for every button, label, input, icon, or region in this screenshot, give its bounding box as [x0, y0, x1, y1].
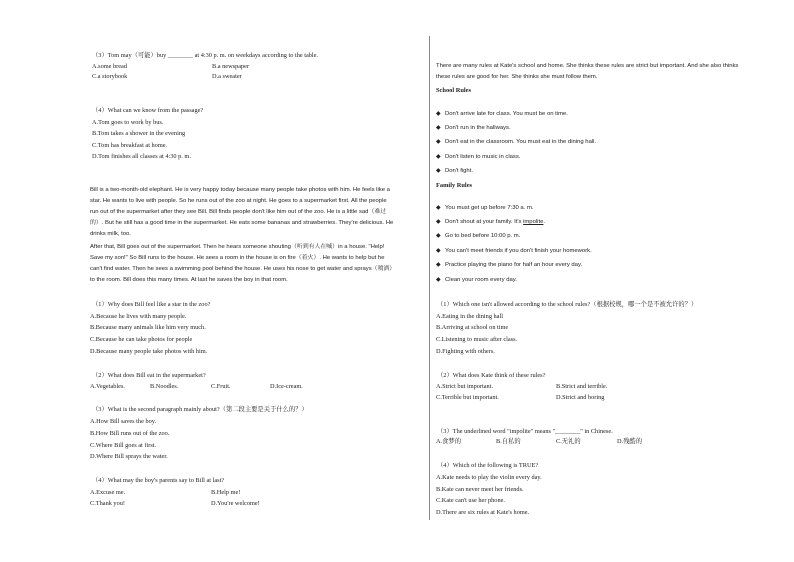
school-rule: ◆ Don't eat in the classroom. You must eat in the dining hall. [436, 139, 597, 145]
c1-option-b[interactable]: B.Arriving at school on time [436, 324, 509, 331]
q4-option-b[interactable]: B.Tom takes a shower in the evening [92, 130, 186, 137]
passage-line: star. He wants to live with people. So he runs out of the zoo at night. He goes to a supermarket first. All the people [90, 198, 387, 204]
c3-stem: （3）The underlined word "impolite" means "________" in Chinese. [437, 428, 613, 435]
c2-option-a[interactable]: A.Strict but important. [436, 383, 494, 390]
c3-option-d[interactable]: D.残酷的 [617, 438, 643, 445]
b1-option-b[interactable]: B.Because many animals like him very much. [90, 324, 206, 331]
school-rule: ◆ Don't run in the hallways. [436, 125, 511, 131]
diamond-bullet-icon: ◆ [436, 219, 441, 225]
family-rules-title: Family Rules [436, 182, 473, 189]
b4-option-a[interactable]: A.Excuse me. [90, 489, 126, 496]
c4-stem: （4）Which of the following is TRUE? [437, 462, 539, 469]
impolite-word: impolite [523, 219, 544, 225]
diamond-bullet-icon: ◆ [436, 205, 441, 211]
c3-option-b[interactable]: B.自私的 [496, 438, 521, 445]
c2-stem: （2）What does Kate think of these rules? [437, 372, 546, 379]
diamond-bullet-icon: ◆ [436, 125, 441, 131]
q3-option-c[interactable]: C.a storybook [92, 73, 128, 80]
c1-stem: （1）Which one isn't allowed according to the school rules?（根据校规，哪一个是不被允许的？） [437, 301, 698, 308]
c4-option-c[interactable]: C.Kate can't use her phone. [436, 497, 505, 504]
b1-option-d[interactable]: D.Because many people take photos with him. [90, 348, 208, 355]
diamond-bullet-icon: ◆ [436, 277, 441, 283]
b2-option-b[interactable]: B.Noodles. [150, 383, 179, 390]
school-rules-title: School Rules [436, 87, 471, 94]
passage-line: Save my son!" So Bill runs to the house. He sees a room in the house is on fire（着火）. He wants to help but he [90, 255, 385, 261]
c4-option-a[interactable]: A.Kate needs to play the violin every day. [436, 474, 542, 481]
q3-stem: （3）Tom may（可能）buy ________ at 4:30 p. m. on weekdays according to the table. [92, 52, 319, 59]
c2-option-b[interactable]: B.Strict and terrible. [556, 383, 608, 390]
school-rule: ◆ Don't listen to music in class. [436, 154, 521, 160]
school-rule: ◆ Don't arrive late for class. You must be on time. [436, 111, 568, 117]
diamond-bullet-icon: ◆ [436, 262, 441, 268]
c4-option-b[interactable]: B.Kate can never meet her friends. [436, 486, 524, 493]
b2-option-a[interactable]: A.Vegetables. [90, 383, 125, 390]
family-rule: ◆ You must get up before 7:30 a. m. [436, 205, 534, 211]
c2-option-c[interactable]: C.Terrible but important. [436, 394, 499, 401]
q3-option-d[interactable]: D.a sweater [212, 73, 242, 80]
q4-option-c[interactable]: C.Tom has breakfast at home. [92, 142, 168, 149]
family-rule: ◆ You can't meet friends if you don't finish your homework. [436, 248, 592, 254]
family-rule: ◆ Don't shout at your family. It's impolite. [436, 219, 546, 225]
b4-option-c[interactable]: C.Thank you! [90, 500, 125, 507]
c1-option-c[interactable]: C.Listening to music after class. [436, 336, 518, 343]
family-rule: ◆ Clean your room every day. [436, 277, 517, 283]
family-rule: ◆ Practice playing the piano for half an hour every day. [436, 262, 583, 268]
passage-line: Bill is a two-month-old elephant. He is very happy today because many people take photos with him. He feels like a [90, 187, 390, 193]
intro-line: these rules are good for her. She thinks she must follow them. [436, 74, 598, 80]
passage-line: drinks milk, too. [90, 231, 131, 237]
q4-option-d[interactable]: D.Tom finishes all classes at 4:30 p. m. [92, 153, 191, 160]
passage-line: 的）. But he still has a good time in the supermarket. He eats some bananas and strawberries. They're delicious. He [90, 220, 394, 226]
b1-stem: （1）Why does Bill feel like a star in the zoo? [92, 301, 211, 308]
b2-option-d[interactable]: D.Ice-cream. [270, 383, 303, 390]
diamond-bullet-icon: ◆ [436, 168, 441, 174]
b2-option-c[interactable]: C.Fruit. [211, 383, 231, 390]
q4-stem: （4）What can we know from the passage? [92, 107, 204, 114]
c3-option-a[interactable]: A.食梦的 [436, 438, 462, 445]
passage-line: run out of the supermarket after they see Bill. Bill finds people don't like him out of the zoo. He is a little sad（难过 [90, 209, 387, 215]
diamond-bullet-icon: ◆ [436, 139, 441, 145]
q3-option-a[interactable]: A.some bread [92, 63, 127, 70]
b3-stem: （3）What is the second paragraph mainly about?（第二段主要是关于什么的？） [92, 406, 308, 413]
family-rule: ◆ Go to bed before 10:00 p. m. [436, 233, 521, 239]
b2-stem: （2）What does Bill eat in the supermarket? [92, 372, 206, 379]
b4-option-d[interactable]: D.You're welcome! [211, 500, 260, 507]
b4-stem: （4）What may the boy's parents say to Bill at last? [92, 477, 225, 484]
b4-option-b[interactable]: B.Help me! [211, 489, 241, 496]
intro-line: There are many rules at Kate's school and home. She thinks these rules are strict but important. And she also thinks [436, 63, 739, 69]
q4-option-a[interactable]: A.Tom goes to work by bus. [92, 119, 164, 126]
diamond-bullet-icon: ◆ [436, 248, 441, 254]
b3-option-b[interactable]: B.How Bill runs out of the zoo. [90, 430, 170, 437]
passage-line: to the room. Bill does this many times. At last he saves the boy in that room. [90, 277, 288, 283]
b3-option-d[interactable]: D.Where Bill sprays the water. [90, 453, 168, 460]
diamond-bullet-icon: ◆ [436, 233, 441, 239]
c3-option-c[interactable]: C.无礼的 [556, 438, 581, 445]
q3-option-b[interactable]: B.a newspaper [212, 63, 250, 70]
diamond-bullet-icon: ◆ [436, 154, 441, 160]
column-divider [429, 36, 430, 520]
c2-option-d[interactable]: D.Strict and boring [556, 394, 605, 401]
diamond-bullet-icon: ◆ [436, 111, 441, 117]
c4-option-d[interactable]: D.There are six rules at Kate's home. [436, 509, 530, 516]
c1-option-a[interactable]: A.Eating in the dining hall [436, 313, 503, 320]
c1-option-d[interactable]: D.Fighting with others. [436, 348, 495, 355]
b1-option-a[interactable]: A.Because he lives with many people. [90, 313, 187, 320]
passage-line: can't find water. Then he sees a swimming pool behind the house. He uses his nose to get water and sprays（喷洒） [90, 266, 396, 272]
passage-line: After that, Bill goes out of the supermarket. Then he hears someone shouting（听到有人在喊）in a house. "Help! [90, 244, 385, 250]
b1-option-c[interactable]: C.Because he can take photos for people [90, 336, 193, 343]
school-rule: ◆ Don't fight. [436, 168, 473, 174]
b3-option-a[interactable]: A.How Bill saves the boy. [90, 418, 157, 425]
b3-option-c[interactable]: C.Where Bill goes at first. [90, 442, 157, 449]
